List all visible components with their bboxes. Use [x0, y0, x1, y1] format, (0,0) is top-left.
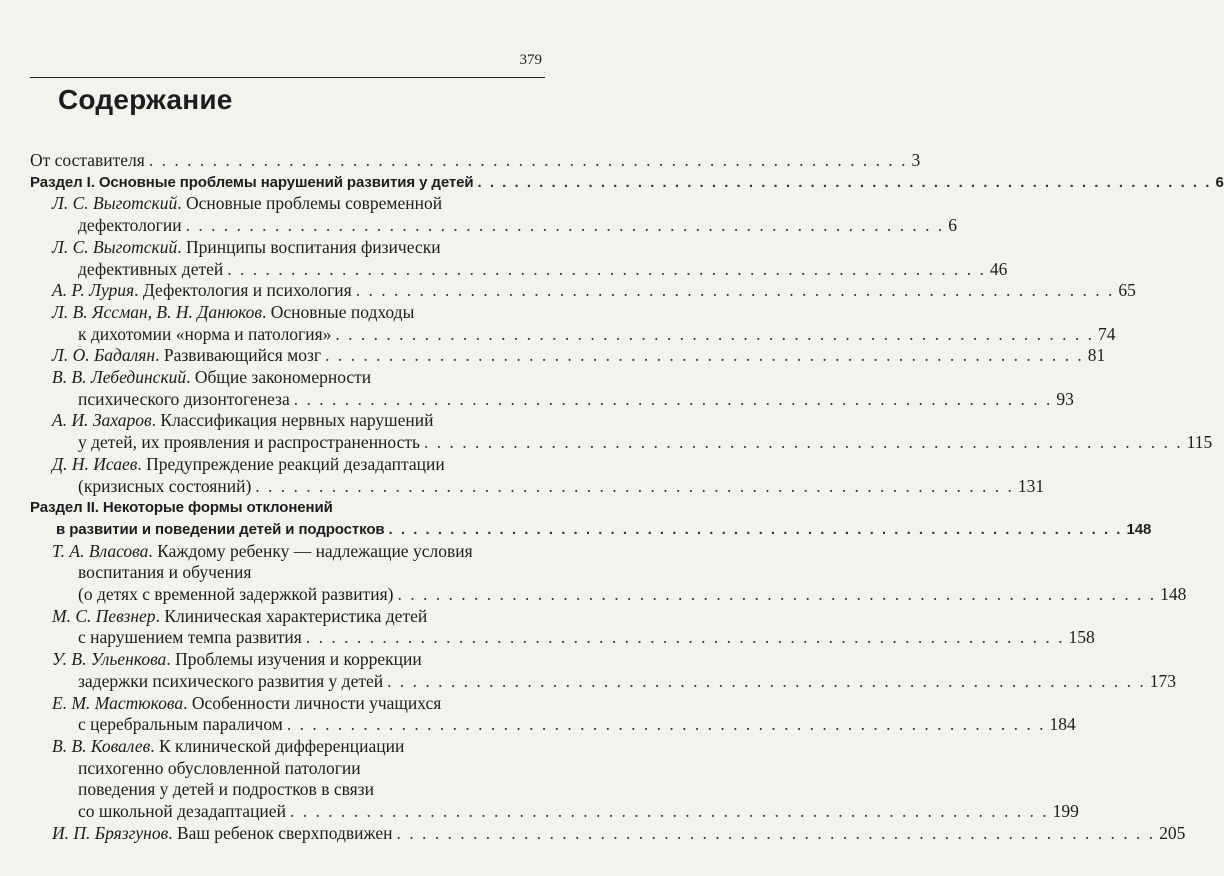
toc-leader: . . . . . . . . . . . . . . . . . . . . . . . . . . . . . . . . . . . . . . . . . . . . . . . . . . . . . . . . . . . . — [387, 670, 1146, 691]
toc-title-part: . Ваш ребенок сверхподвижен — [168, 822, 393, 843]
toc-line-text — [52, 649, 422, 669]
toc-line — [52, 779, 544, 801]
toc-title-part: . Развивающийся мозг — [155, 345, 322, 366]
toc-line: И. П. Брязгунов. Ваш ребенок сверхподвижен . . . . . . . . . . . . . . . . . . . . . . . . . . . . . . . . . . . . . . . . . . . . . . . . . . . . . . . . . . . . 205 — [52, 822, 1186, 843]
toc-entry-article — [30, 453, 1045, 497]
toc-entry-article — [30, 605, 1095, 649]
toc-line-text: в развитии и поведении детей и подростков — [56, 520, 385, 538]
toc-line: А. Р. Лурия. Дефектология и психология . . . . . . . . . . . . . . . . . . . . . . . . . . . . . . . . . . . . . . . . . . . . . . . . . . . . . . . . . . . . 65 — [52, 280, 1136, 301]
toc-line: в развитии и поведении детей и подростков . . . . . . . . . . . . . . . . . . . . . . . . . . . . . . . . . . . . . . . . . . . . . . . . . . . . . . . . . . . . 148 — [30, 519, 544, 541]
toc-line-text: с церебральным параличом — [78, 714, 283, 735]
toc-line-text: дефективных детей — [78, 258, 224, 279]
toc-title-part: . Особенности личности учащихся — [183, 692, 442, 713]
toc-leader: . . . . . . . . . . . . . . . . . . . . . . . . . . . . . . . . . . . . . . . . . . . . . . . . . . . . . . . . . . . . — [185, 215, 945, 236]
toc-line-text: дефектологии — [78, 215, 182, 236]
toc-line: у детей, их проявления и распространенность . . . . . . . . . . . . . . . . . . . . . . . . . . . . . . . . . . . . . . . . . . . . . . . . . . . . . . . . . . . . 115 — [78, 432, 1213, 453]
toc-leader: . . . . . . . . . . . . . . . . . . . . . . . . . . . . . . . . . . . . . . . . . . . . . . . . . . . . . . . . . . . . — [335, 323, 1095, 344]
toc-line: к дихотомии «норма и патология» . . . . . . . . . . . . . . . . . . . . . . . . . . . . . . . . . . . . . . . . . . . . . . . . . . . . . . . . . . . . 74 — [78, 323, 1116, 344]
toc-entry-article — [30, 367, 1074, 410]
toc-line: дефектологии . . . . . . . . . . . . . . . . . . . . . . . . . . . . . . . . . . . . . . . . . . . . . . . . . . . . . . . . . . . . 6 — [78, 215, 957, 236]
toc-author: Л. О. Бадалян — [52, 345, 156, 366]
page-title: Содержание — [58, 84, 233, 115]
toc-line-text: (кризисных состояний) — [78, 475, 252, 496]
toc-author: М. С. Певзнер — [52, 605, 156, 626]
toc-leader: . . . . . . . . . . . . . . . . . . . . . . . . . . . . . . . . . . . . . . . . . . . . . . . . . . . . . . . . . . . . — [293, 388, 1053, 409]
toc-author: Е. М. Мастюкова — [52, 692, 184, 713]
toc-author: А. И. Захаров — [52, 410, 152, 431]
toc-line-text — [52, 606, 427, 626]
toc-entry-article — [30, 345, 1106, 367]
toc-line — [52, 302, 544, 324]
toc-author: Л. С. Выготский — [52, 193, 178, 214]
toc-leader: . . . . . . . . . . . . . . . . . . . . . . . . . . . . . . . . . . . . . . . . . . . . . . . . . . . . . . . . . . . . — [148, 150, 908, 170]
toc-line-text: (о детях с временной задержкой развития) — [78, 584, 394, 605]
toc-title-part: . Классификация нервных нарушений — [151, 410, 434, 431]
toc-entry-article — [30, 692, 1076, 736]
toc-line-text — [52, 193, 442, 213]
table-of-contents — [30, 150, 1224, 845]
toc-author: Л. С. Выготский — [52, 236, 178, 257]
toc-leader: . . . . . . . . . . . . . . . . . . . . . . . . . . . . . . . . . . . . . . . . . . . . . . . . . . . . . . . . . . . . — [424, 432, 1183, 453]
toc-title-part: . Общие закономерности — [186, 367, 372, 388]
toc-line: Л. О. Бадалян. Развивающийся мозг . . . . . . . . . . . . . . . . . . . . . . . . . . . . . . . . . . . . . . . . . . . . . . . . . . . . . . . . . . . . 81 — [52, 345, 1106, 366]
toc-line-text: Раздел I. Основные проблемы нарушений развития у детей — [30, 173, 474, 191]
toc-line-text — [52, 237, 441, 257]
page-number: 379 — [519, 52, 542, 68]
toc-leader: . . . . . . . . . . . . . . . . . . . . . . . . . . . . . . . . . . . . . . . . . . . . . . . . . . . . . . . . . . . . — [305, 627, 1065, 648]
toc-line: с церебральным параличом . . . . . . . . . . . . . . . . . . . . . . . . . . . . . . . . . . . . . . . . . . . . . . . . . . . . . . . . . . . . 184 — [78, 714, 1076, 735]
toc-author: Т. А. Власова — [52, 540, 149, 561]
toc-leader: . . . . . . . . . . . . . . . . . . . . . . . . . . . . . . . . . . . . . . . . . . . . . . . . . . . . . . . . . . . . — [286, 714, 1046, 735]
toc-line-text: поведения у детей и подростков в связи — [78, 779, 374, 800]
toc-line — [52, 736, 544, 758]
toc-line-text — [52, 541, 473, 561]
toc-entry-article — [30, 280, 1136, 302]
toc-line — [52, 454, 544, 476]
toc-leader: . . . . . . . . . . . . . . . . . . . . . . . . . . . . . . . . . . . . . . . . . . . . . . . . . . . . . . . . . . . . — [255, 475, 1014, 496]
toc-line: с нарушением темпа развития . . . . . . . . . . . . . . . . . . . . . . . . . . . . . . . . . . . . . . . . . . . . . . . . . . . . . . . . . . . . 158 — [78, 627, 1095, 648]
toc-author: Л. В. Яссман, В. Н. Данюков — [52, 301, 263, 322]
toc-title-part: . Принципы воспитания физически — [177, 236, 441, 257]
toc-line-text — [52, 280, 352, 302]
toc-entry-article — [30, 301, 1116, 345]
toc-title-part: . Проблемы изучения и коррекции — [166, 649, 422, 670]
toc-line-text: психического дизонтогенеза — [78, 388, 290, 409]
toc-title-part: . Дефектология и психология — [134, 280, 352, 301]
toc-title-part: . Клиническая характеристика детей — [155, 605, 428, 626]
toc-line: задержки психического развития у детей . . . . . . . . . . . . . . . . . . . . . . . . . . . . . . . . . . . . . . . . . . . . . . . . . . . . . . . . . . . . 173 — [78, 670, 1176, 691]
toc-line: психического дизонтогенеза . . . . . . . . . . . . . . . . . . . . . . . . . . . . . . . . . . . . . . . . . . . . . . . . . . . . . . . . . . . . 93 — [78, 388, 1074, 409]
toc-line-text: воспитания и обучения — [78, 562, 252, 583]
toc-author: У. В. Ульенкова — [52, 649, 167, 670]
toc-line-text — [52, 454, 445, 474]
toc-line — [52, 606, 544, 628]
toc-entry-section — [30, 172, 1224, 194]
toc-title-part: . Предупреждение реакций дезадаптации — [137, 453, 445, 474]
toc-line — [52, 541, 544, 563]
toc-line: Раздел I. Основные проблемы нарушений развития у детей . . . . . . . . . . . . . . . . . . . . . . . . . . . . . . . . . . . . . . . . . . . . . . . . . . . . . . . . . . . . 6 — [30, 172, 544, 194]
toc-line-text: психогенно обусловленной патологии — [78, 757, 361, 778]
toc-leader: . . . . . . . . . . . . . . . . . . . . . . . . . . . . . . . . . . . . . . . . . . . . . . . . . . . . . . . . . . . . — [396, 822, 1156, 843]
toc-entry-article — [30, 649, 1176, 692]
toc-line: (о детях с временной задержкой развития) . . . . . . . . . . . . . . . . . . . . . . . . . . . . . . . . . . . . . . . . . . . . . . . . . . . . . . . . . . . . 148 — [78, 584, 1187, 605]
toc-author: В. В. Лебединский — [52, 367, 187, 388]
toc-leader: . . . . . . . . . . . . . . . . . . . . . . . . . . . . . . . . . . . . . . . . . . . . . . . . . . . . . . . . . . . . — [355, 280, 1115, 301]
toc-entry-article — [30, 735, 1079, 823]
toc-entry-article — [30, 193, 957, 236]
toc-line-text: к дихотомии «норма и патология» — [78, 323, 332, 344]
toc-author: И. П. Брязгунов — [52, 822, 169, 843]
toc-line — [52, 758, 544, 780]
toc-line: От составителя . . . . . . . . . . . . . . . . . . . . . . . . . . . . . . . . . . . . . . . . . . . . . . . . . . . . . . . . . . . . 3 — [30, 150, 921, 170]
toc-entry-article — [30, 822, 1186, 845]
toc-line-text — [52, 367, 371, 387]
toc-title-part: . Основные проблемы современной — [177, 193, 443, 214]
toc-line-text — [52, 345, 321, 367]
toc-line-text — [52, 693, 441, 713]
toc-leader: . . . . . . . . . . . . . . . . . . . . . . . . . . . . . . . . . . . . . . . . . . . . . . . . . . . . . . . . . . . . — [325, 345, 1084, 366]
toc-entry-article — [30, 410, 1213, 453]
toc-line: дефективных детей . . . . . . . . . . . . . . . . . . . . . . . . . . . . . . . . . . . . . . . . . . . . . . . . . . . . . . . . . . . . 46 — [78, 258, 1008, 279]
toc-line-text: От составителя — [30, 150, 145, 170]
header-rule — [30, 77, 545, 78]
toc-entry-section — [30, 497, 1152, 540]
toc-line-text — [52, 302, 414, 322]
toc-line: (кризисных состояний) . . . . . . . . . . . . . . . . . . . . . . . . . . . . . . . . . . . . . . . . . . . . . . . . . . . . . . . . . . . . 131 — [78, 475, 1045, 496]
toc-line — [52, 562, 544, 584]
toc-line-text — [52, 823, 393, 845]
toc-entry-article — [30, 540, 1187, 606]
toc-title-part: . К клинической дифференциации — [150, 735, 405, 756]
toc-line: со школьной дезадаптацией . . . . . . . . . . . . . . . . . . . . . . . . . . . . . . . . . . . . . . . . . . . . . . . . . . . . . . . . . . . . 199 — [78, 801, 1079, 822]
toc-author: А. Р. Лурия — [52, 280, 135, 301]
toc-line-text: Раздел II. Некоторые формы отклонений — [30, 499, 333, 517]
toc-line-text: с нарушением темпа развития — [78, 627, 302, 648]
toc-entry-article — [30, 236, 1008, 280]
toc-line — [52, 237, 544, 259]
toc-line — [52, 367, 544, 389]
toc-leader: . . . . . . . . . . . . . . . . . . . . . . . . . . . . . . . . . . . . . . . . . . . . . . . . . . . . . . . . . . . . — [289, 801, 1049, 822]
toc-author: Д. Н. Исаев — [52, 453, 138, 474]
toc-line — [52, 649, 544, 671]
toc-line-text — [52, 736, 404, 756]
toc-leader: . . . . . . . . . . . . . . . . . . . . . . . . . . . . . . . . . . . . . . . . . . . . . . . . . . . . . . . . . . . . — [477, 173, 1212, 191]
toc-title-part: . Каждому ребенку — надлежащие условия — [148, 540, 473, 561]
toc-line — [52, 693, 544, 715]
toc-entry-intro — [30, 150, 921, 172]
toc-line — [52, 410, 544, 432]
toc-line-text: со школьной дезадаптацией — [78, 801, 286, 822]
toc-line — [52, 193, 544, 215]
toc-leader: . . . . . . . . . . . . . . . . . . . . . . . . . . . . . . . . . . . . . . . . . . . . . . . . . . . . . . . . . . . . — [388, 520, 1123, 538]
toc-line-text: у детей, их проявления и распространенность — [78, 432, 421, 453]
toc-leader: . . . . . . . . . . . . . . . . . . . . . . . . . . . . . . . . . . . . . . . . . . . . . . . . . . . . . . . . . . . . — [397, 584, 1157, 605]
toc-line — [30, 497, 544, 519]
toc-line-text — [52, 410, 433, 430]
toc-title-part: . Основные подходы — [262, 301, 415, 322]
toc-line-text: задержки психического развития у детей — [78, 670, 384, 691]
toc-leader: . . . . . . . . . . . . . . . . . . . . . . . . . . . . . . . . . . . . . . . . . . . . . . . . . . . . . . . . . . . . — [227, 258, 986, 279]
toc-author: В. В. Ковалев — [52, 735, 151, 756]
